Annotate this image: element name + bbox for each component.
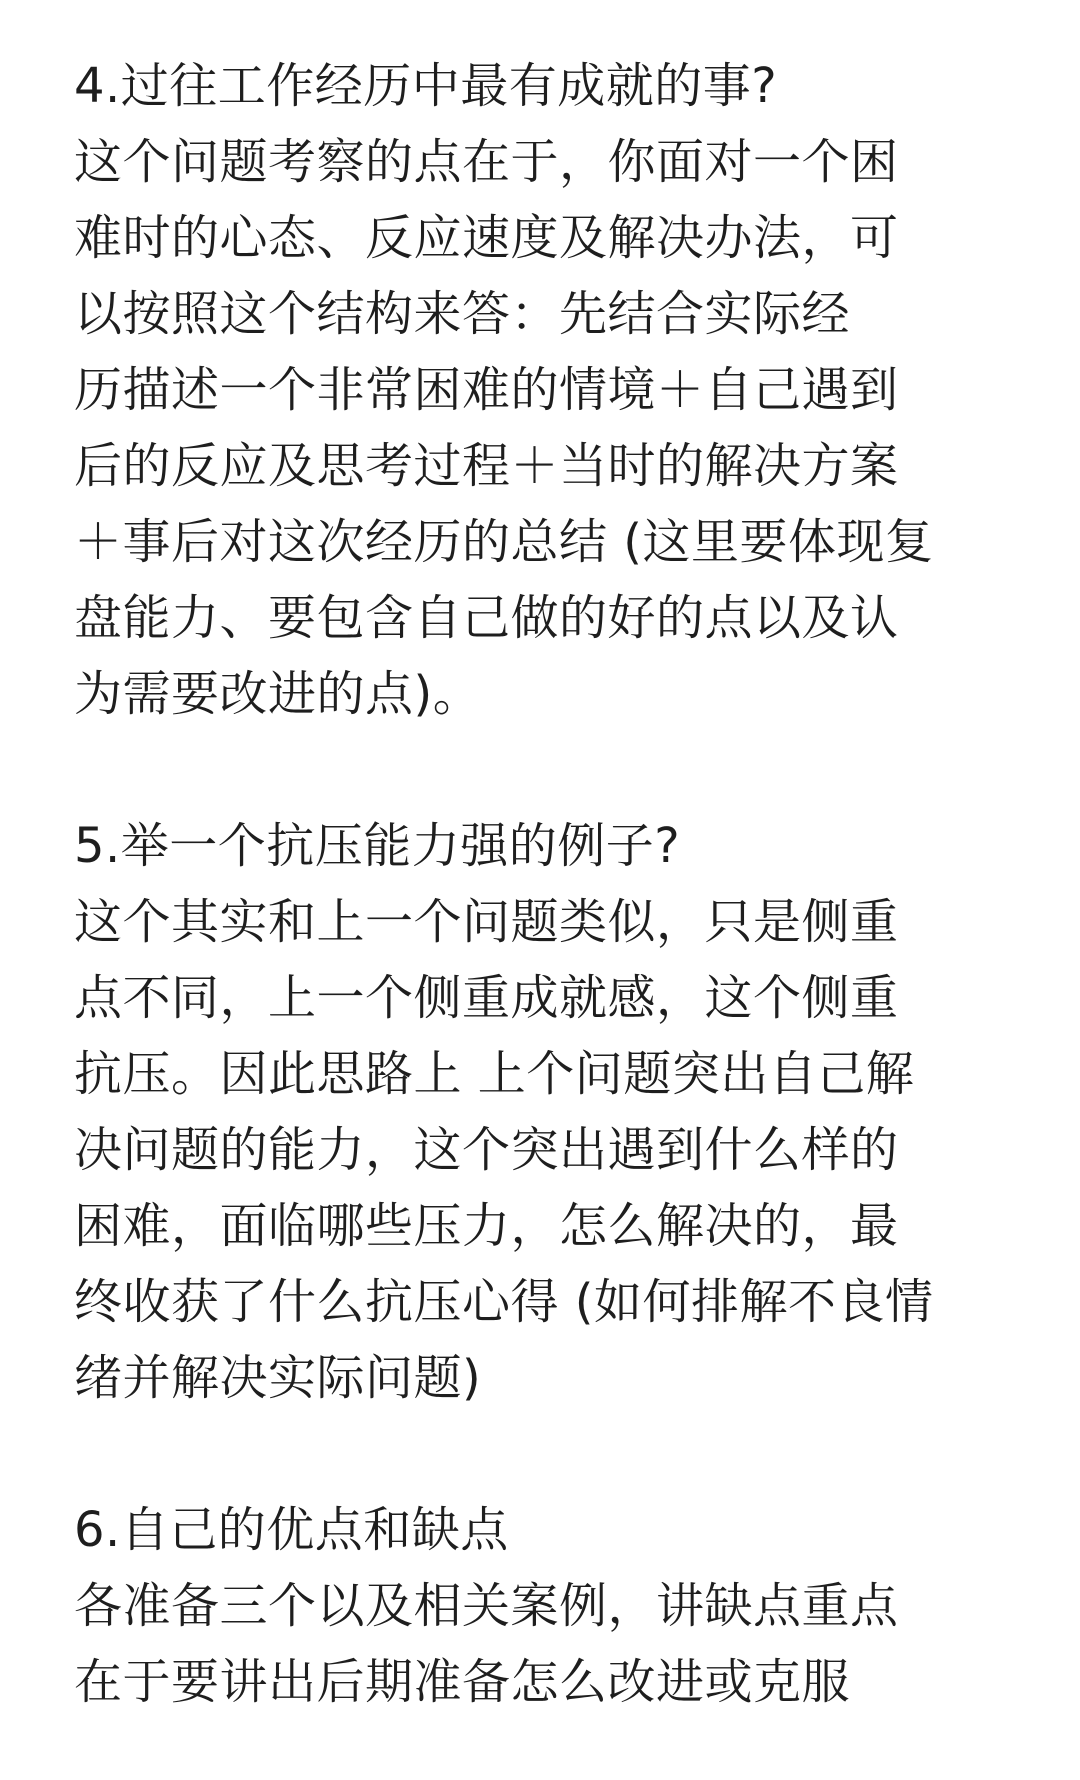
section-5-line-4: 决问题的能力，这个突出遇到什么样的 — [74, 1122, 899, 1178]
section-4-line-1: 这个问题考察的点在于，你面对一个困 — [74, 134, 899, 190]
section-4-line-5: 后的反应及思考过程＋当时的解决方案 — [74, 438, 899, 494]
section-4-line-7: 盘能力、要包含自己做的好的点以及认 — [74, 590, 899, 646]
section-5-line-1: 这个其实和上一个问题类似，只是侧重 — [74, 894, 899, 950]
section-6-line-1: 各准备三个以及相关案例，讲缺点重点 — [74, 1578, 899, 1634]
section-4-line-2: 难时的心态、反应速度及解决办法，可 — [74, 210, 899, 266]
section-4-line-4: 历描述一个非常困难的情境＋自己遇到 — [74, 362, 899, 418]
section-4-line-6: ＋事后对这次经历的总结 (这里要体现复 — [74, 514, 934, 570]
section-6-line-2: 在于要讲出后期准备怎么改进或克服 — [74, 1654, 851, 1710]
section-5-line-7: 绪并解决实际问题) — [74, 1350, 482, 1406]
section-5-line-6: 终收获了什么抗压心得 (如何排解不良情 — [74, 1274, 934, 1330]
section-5-line-2: 点不同，上一个侧重成就感，这个侧重 — [74, 970, 899, 1026]
section-5-line-3: 抗压。因此思路上 上个问题突出自己解 — [74, 1046, 915, 1102]
section-5-heading: 5.举一个抗压能力强的例子? — [74, 818, 681, 874]
section-4-heading: 4.过往工作经历中最有成就的事? — [74, 58, 778, 114]
section-5-line-5: 困难，面临哪些压力，怎么解决的，最 — [74, 1198, 899, 1254]
section-6-heading: 6.自己的优点和缺点 — [74, 1502, 509, 1558]
section-4-line-3: 以按照这个结构来答：先结合实际经 — [74, 286, 851, 342]
section-4-line-8: 为需要改进的点)。 — [74, 666, 482, 722]
